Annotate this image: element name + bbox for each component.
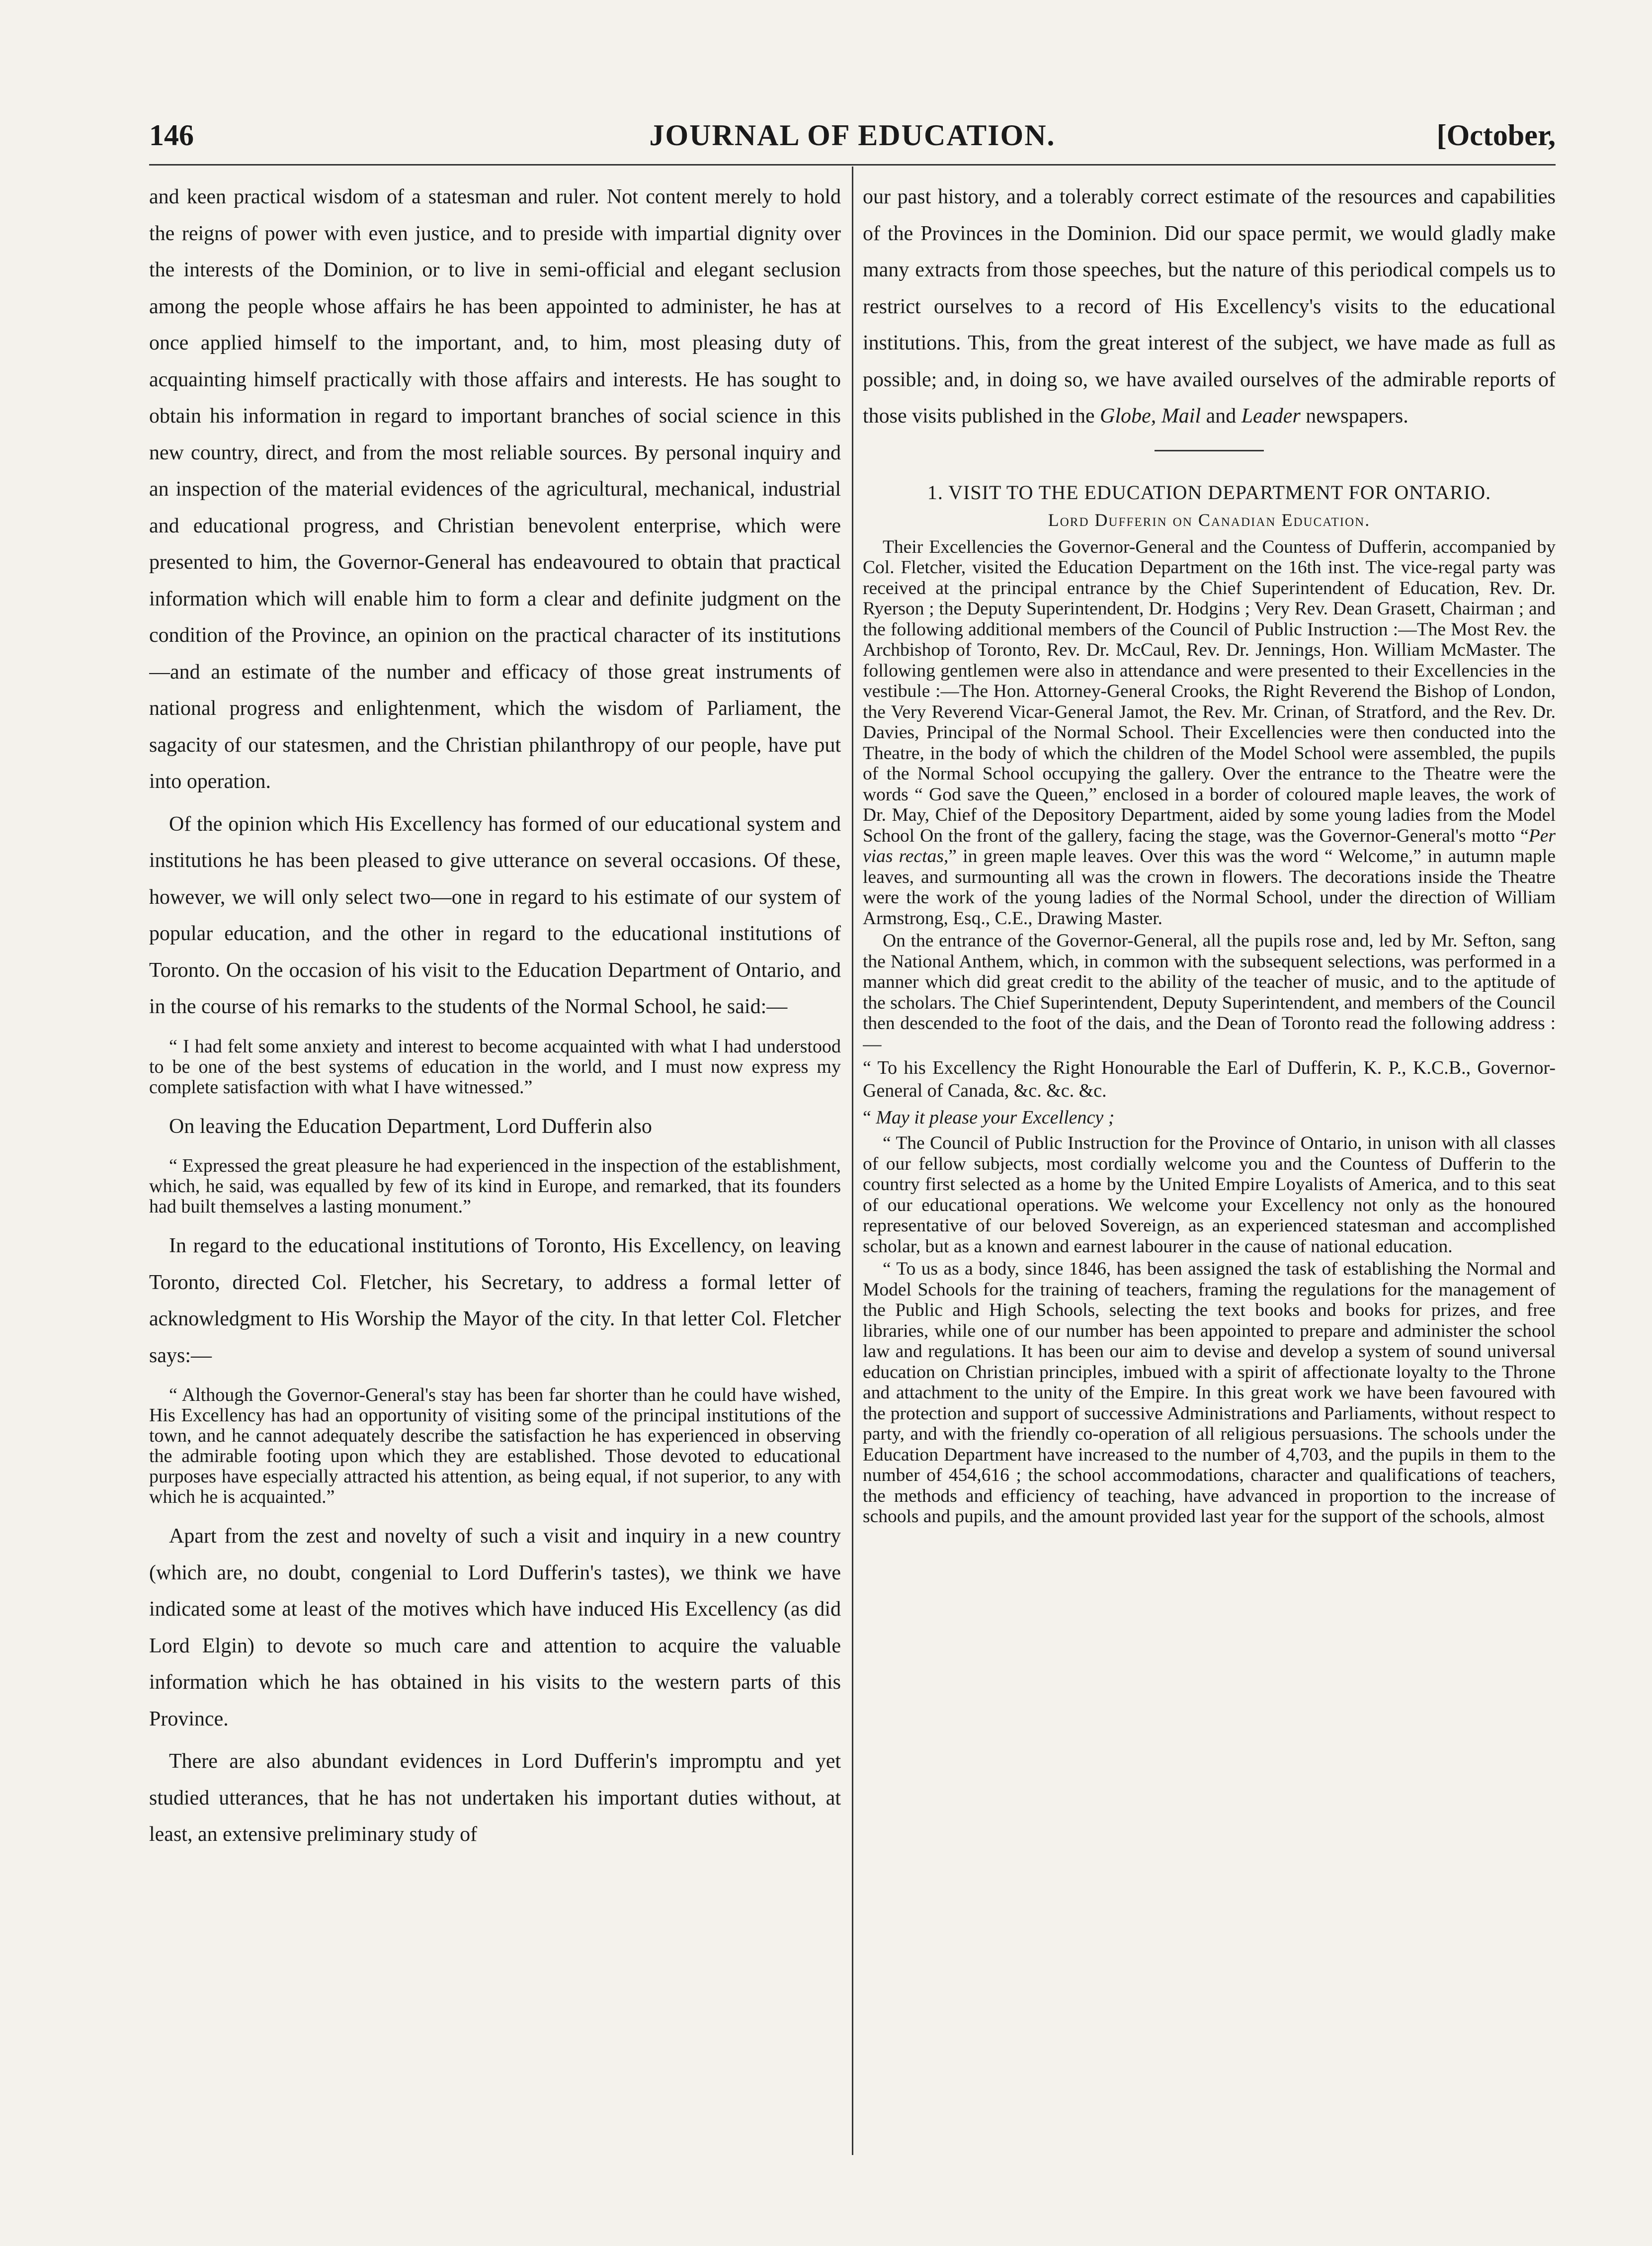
newspaper-globe: Globe, — [1100, 405, 1156, 428]
quotation: “ Expressed the great pleasure he had experienced in the inspection of the establishment, which, he said, was equalled by few of its kind in Europe, and remarked, that its founders had built themselves a lasting monument.” — [149, 1155, 841, 1217]
salutation-text: May it please your Excellency ; — [876, 1107, 1115, 1128]
page-number: 146 — [149, 119, 194, 152]
intro-text: our past history, and a tolerably correct estimate of the resources and capabilities of the Provinces in the Dominion. Did our space permit, we would gladly make many extracts from those speeches, but the nature of this periodical compels us to restrict ourselves to a record of His Excellency's visits to the educational institutions. This, from the great interest of the subject, we have made as full as possible; and, in doing so, we have availed ourselves of the admirable reports of those visits published in the — [863, 185, 1556, 428]
quotation: “ Although the Governor-General's stay has been far shorter than he could have wished, His Excellency has had an opportunity of visiting some of the principal institutions of the town, and he cannot adequately describe the satisfaction he has experienced in observing the admirable footing upon which they are established. Those devoted to educational purposes have especially attracted his attention, as being equal, if not superior, to any with which he is acquainted.” — [149, 1384, 841, 1507]
intro-end: newspapers. — [1306, 405, 1408, 428]
visit-text-cont: ” in green maple leaves. Over this was the word “ Welcome,” in autumn maple leaves, and surmounting all was the crown in flowers. The decorations inside the Theatre were the work of the young ladies of the Normal School, under the direction of William Armstrong, Esq., C.E., Drawing Master. — [863, 846, 1556, 929]
column-divider — [852, 167, 853, 2155]
paragraph — [863, 537, 1556, 929]
visit-text: Their Excellencies the Governor-General and the Countess of Dufferin, accompanied by Col. Fletcher, visited the Education Department on the 16th inst. The vice-regal party was received at the principal entrance by the Chief Superintendent of Education, Rev. Dr. Ryerson ; the Deputy Superintendent, Dr. Hodgins ; Very Rev. Dean Grasett, Chairman ; and the following additional members of the Council of Public Instruction :—The Most Rev. the Archbishop of Toronto, Rev. Dr. McCaul, Rev. Dr. Jennings, Hon. William McMaster. The following gentlemen were also in attendance and were presented to their Excellencies in the vestibule :—The Hon. Attorney-General Crooks, the Right Reverend the Bishop of London, the Very Reverend Vicar-General Jamot, the Rev. Mr. Crinan, of Stratford, and the Rev. Dr. Davies, Principal of the Normal School. Their Excellencies were then conducted into the Theatre, in the body of which the children of the Model School were assembled, the pupils of the Normal School occupying the gallery. Over the entrance to the Theatre were the words “ God save the Queen,” enclosed in a border of coloured maple leaves, the work of Dr. May, Chief of the Depository Department, aided by some young ladies from the Model School On the front of the gallery, facing the stage, was the Governor-General's motto “ — [863, 536, 1556, 846]
paragraph: and keen practical wisdom of a statesman and ruler. Not content merely to hold the reigns of power with even justice, and to preside with impartial dignity over the interests of the Dominion, or to live in semi-official and elegant seclusion among the people whose affairs he has been appointed to administer, he has at once applied himself to the important, and, to him, most pleasing duty of acquainting himself practically with those affairs and interests. He has sought to obtain his information in regard to important branches of social science in this new country, direct, and from the most reliable sources. By personal inquiry and an inspection of the material evidences of the agricultural, mechanical, industrial and educational progress, and Christian benevolent enterprise, which were presented to him, the Governor-General has endeavoured to obtain that practical information which will enable him to form a clear and definite judgment on the condition of the Province, an opinion on the practical character of its institutions—and an estimate of the number and efficacy of those great instruments of national progress and enlightenment, which the wisdom of Parliament, the sagacity of our statesmen, and the Christian philanthropy of our people, have put into operation. — [149, 185, 841, 793]
quotation: “ I had felt some anxiety and interest to become acquainted with what I had understood to be one of the best systems of education in the world, and I must now express my complete satisfaction with what I have witnessed.” — [149, 1036, 841, 1098]
paragraph: Of the opinion which His Excellency has formed of our educational system and institutions he has been pleased to give utterance on several occasions. Of these, however, we will only select two—one in regard to his estimate of our system of popular education, and the other in regard to the educational institutions of Toronto. On the occasion of his visit to the Education Department of Ontario, and in the course of his remarks to the students of the Normal School, he said:— — [149, 812, 841, 1018]
section-rule — [1155, 450, 1264, 451]
salutation — [863, 1104, 1556, 1131]
paragraph: On leaving the Education Department, Lord Dufferin also — [169, 1115, 652, 1138]
right-column — [863, 179, 1556, 2167]
newspaper-leader: Leader — [1241, 405, 1301, 428]
motto: Per vias rectas, — [863, 825, 1556, 866]
address-heading: “ To his Excellency the Right Honourable the Earl of Dufferin, K. P., K.C.B., Governor-General of Canada, &c. &c. &c. — [863, 1057, 1556, 1101]
running-header — [149, 118, 1556, 163]
paragraph — [863, 179, 1556, 435]
left-column — [149, 179, 841, 2167]
section-subheading: Lord Dufferin on Canadian Education. — [1048, 510, 1371, 530]
paragraph: On the entrance of the Governor-General, all the pupils rose and, led by Mr. Sefton, sang the National Anthem, which, in common with the subsequent selections, was performed in a manner which did great credit to the ability of the teacher of music, and to the aptitude of the scholars. The Chief Superintendent, Deputy Superintendent, and members of the Council then descended to the foot of the dais, and the Dean of Toronto read the following address :— — [863, 931, 1556, 1054]
header-rule — [149, 164, 1556, 166]
issue-month: [October, — [1436, 119, 1556, 152]
paragraph: “ To us as a body, since 1846, has been assigned the task of establishing the Normal and Model Schools for the training of teachers, framing the regulations for the management of the Public and High Schools, selecting the text books and books for prizes, and free libraries, while one of our number has been appointed to prepare and administer the school law and regulations. It has been our aim to devise and develop a system of sound universal education on Christian principles, imbued with a spirit of affectionate loyalty to the Throne and attachment to the unity of the Empire. In this great work we have been favoured with the protection and support of successive Administrations and Parliaments, without respect to party, and with the friendly co-operation of all religious persuasions. The schools under the Education Department have increased to the number of 4,703, and the pupils in them to the number of 454,616 ; the school accommodations, character and qualifications of teachers, the methods and efficiency of teaching, have advanced in proportion to the increase of schools and pupils, and the amount provided last year for the support of the schools, almost — [863, 1259, 1556, 1527]
paragraph: “ The Council of Public Instruction for the Province of Ontario, in unison with all classes of our fellow subjects, most cordially welcome you and the Countess of Dufferin to the country first selected as a home by the United Empire Loyalists of America, and to this seat of our educational operations. We welcome your Excellency not only as the honoured representative of our beloved Sovereign, as an experienced statesman and accomplished scholar, but as a known and earnest labourer in the cause of national education. — [863, 1133, 1556, 1257]
journal-title: JOURNAL OF EDUCATION. — [649, 119, 1056, 152]
paragraph: In regard to the educational institutions of Toronto, His Excellency, on leaving Toronto, directed Col. Fletcher, his Secretary, to address a formal letter of acknowledgment to His Worship the Mayor of the city. In that letter Col. Fletcher says:— — [149, 1234, 841, 1367]
paragraph: There are also abundant evidences in Lord Dufferin's impromptu and yet studied utterances, that he has not undertaken his important duties without, at least, an extensive preliminary study of — [149, 1750, 841, 1846]
newspaper-mail: Mail — [1161, 405, 1201, 428]
section-heading: 1. VISIT TO THE EDUCATION DEPARTMENT FOR ONTARIO. — [927, 481, 1491, 504]
conjunction: and — [1206, 405, 1237, 428]
paragraph: Apart from the zest and novelty of such a visit and inquiry in a new country (which are, no doubt, congenial to Lord Dufferin's tastes), we think we have indicated some at least of the motives which have induced His Excellency (as did Lord Elgin) to devote so much care and attention to acquire the valuable information which he has obtained in his visits to the western parts of this Province. — [149, 1525, 841, 1730]
salutation-quote: “ — [863, 1107, 871, 1128]
